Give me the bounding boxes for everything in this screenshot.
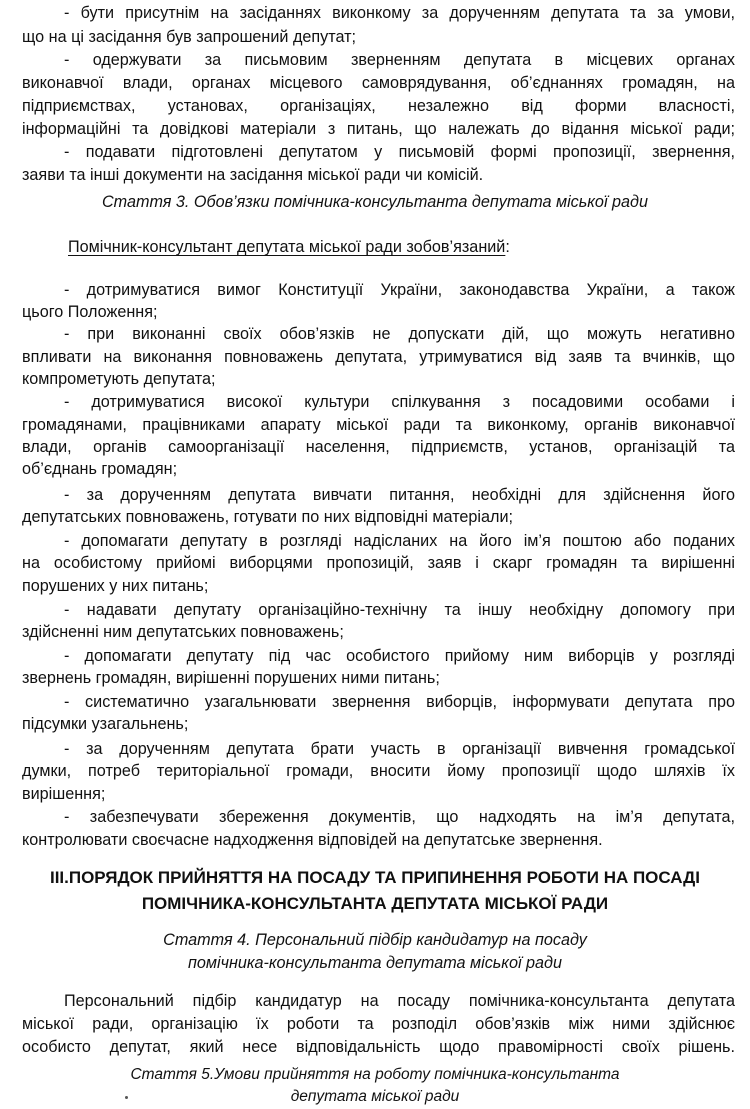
duty-line: - допомагати депутату в розгляді надісланих на його ім’я поштою або поданих	[64, 532, 735, 550]
duty-line: компрометують депутата;	[22, 370, 216, 388]
rights-item-obtain-cont-3: інформаційні та довідкові матеріали з питань, що належать до відання міської ради;	[22, 120, 735, 138]
duty-line: - дотримуватися вимог Конституції України, законодавства України, а також	[64, 281, 735, 299]
article-3-intro-text: Помічник-консультант депутата міської ради зобов’язаний	[68, 238, 506, 256]
duty-line: - дотримуватися високої культури спілкування з посадовими особами і	[64, 393, 735, 411]
duty-line: - надавати депутату організаційно-технічну та іншу необхідну допомогу при	[64, 601, 735, 619]
duty-line: - забезпечувати збереження документів, що надходять на ім’я депутата,	[64, 808, 735, 826]
duty-line: - за дорученням депутата вивчати питання, необхідні для здійснення його	[64, 486, 735, 504]
section-3-heading-line-2: ПОМІЧНИКА-КОНСУЛЬТАНТА ДЕПУТАТА МІСЬКОЇ РАДИ	[141, 894, 609, 913]
article-4-text-line-1: Персональний підбір кандидатур на посаду помічника-консультанта депутата	[64, 992, 735, 1010]
article-4-title-line-1: Стаття 4. Персональний підбір кандидатур на посаду	[163, 931, 587, 949]
duty-line: - при виконанні своїх обов’язків не допускати дій, що можуть негативно	[64, 325, 735, 343]
rights-item-obtain-cont-1: виконавчої влади, органах місцевого самоврядування, об’єднаннях громадян, на	[22, 74, 735, 92]
duty-line: звернень громадян, вирішенні порушених ними питань;	[22, 669, 440, 687]
article-3-title: Стаття 3. Обов’язки помічника-консультанта депутата міської ради	[101, 193, 648, 211]
rights-item-submit-cont: заяви та інші документи на засідання міської ради чи комісій.	[22, 166, 484, 184]
duty-line: - за дорученням депутата брати участь в організації вивчення громадської	[64, 740, 735, 758]
duty-line: - систематично узагальнювати звернення виборців, інформувати депутата про	[64, 693, 735, 711]
duty-line: впливати на виконання повноважень депутата, утримуватися від заяв та вчинків, що	[22, 348, 735, 366]
duty-line: об’єднань громадян;	[22, 460, 178, 478]
duty-line: підсумки узагальнень;	[22, 715, 189, 733]
rights-item-obtain: - одержувати за письмовим зверненням депутата в місцевих органах	[64, 51, 735, 69]
rights-item-attend-cont: що на ці засідання був запрошений депутат;	[22, 28, 357, 46]
duty-line: думки, потреб територіальної громади, вносити йому пропозиції щодо шляхів їх	[22, 762, 735, 780]
rights-item-obtain-cont-2: підприємствах, установах, організаціях, незалежно від форми власності,	[22, 97, 735, 115]
scan-speck	[125, 1096, 128, 1099]
duty-line: депутатських повноважень, готувати по них відповідні матеріали;	[22, 508, 514, 526]
duty-line: здійсненні ним депутатських повноважень;	[22, 623, 344, 641]
article-5-title-line-1: Стаття 5.Умови прийняття на роботу помічника-консультанта	[130, 1066, 620, 1083]
rights-item-attend: - бути присутнім на засіданнях виконкому за дорученням депутата та за умови,	[64, 4, 735, 22]
duty-line: контролювати своєчасне надходження відповідей на депутатське звернення.	[22, 831, 603, 849]
duty-line: цього Положення;	[22, 303, 158, 321]
duty-line: порушених у них питань;	[22, 577, 209, 595]
duty-line: на особистому прийомі виборцями пропозицій, заяв і скарг громадян та вирішенні	[22, 554, 735, 572]
article-3-intro-colon: :	[505, 238, 510, 256]
article-4-title-line-2: помічника-консультанта депутата міської ради	[187, 954, 563, 972]
rights-item-submit: - подавати підготовлені депутатом у письмовій формі пропозиції, звернення,	[64, 143, 735, 161]
article-4-text-line-2: міської ради, організацію їх роботи та розподіл обов’язків між ними здійснює	[22, 1015, 735, 1033]
duty-line: вирішення;	[22, 785, 106, 803]
duty-line: влади, органів самоорганізації населення, підприємств, установ, організацій та	[22, 438, 735, 456]
duty-line: - допомагати депутату під час особистого прийому ним виборців у розгляді	[64, 647, 735, 665]
article-5-title-line-2: депутата міської ради	[290, 1088, 460, 1105]
section-3-heading-line-1: ІІІ.ПОРЯДОК ПРИЙНЯТТЯ НА ПОСАДУ ТА ПРИПИНЕННЯ РОБОТИ НА ПОСАДІ	[49, 868, 701, 887]
article-3-intro	[68, 236, 688, 258]
duty-line: громадянами, працівниками апарату міської ради та виконкому, органів виконавчої	[22, 416, 735, 434]
article-4-text-line-3: особисто депутат, який несе відповідальність щодо правомірності своїх рішень.	[22, 1038, 735, 1056]
